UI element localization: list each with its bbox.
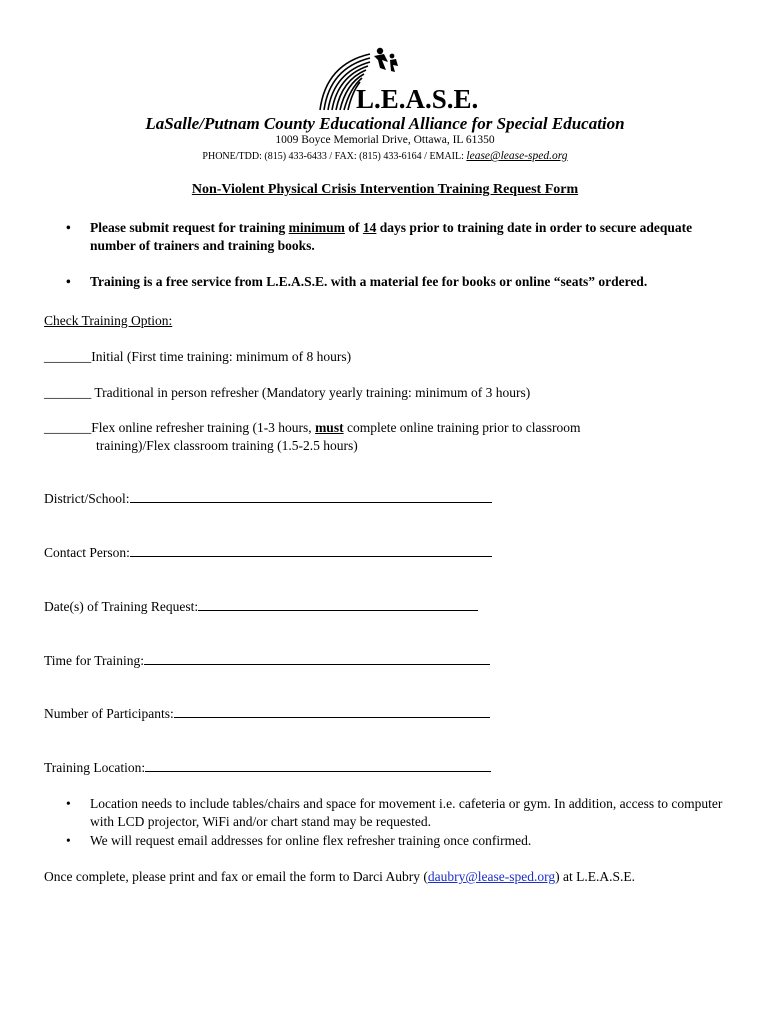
instruction-bullet-2: • Training is a free service from L.E.A.S.E. with a material fee for books or online “seats” ordered. (66, 274, 648, 289)
lease-logo-text: L.E.A.S.E. (356, 84, 479, 114)
bullet-icon: • (66, 796, 71, 811)
district-school-label: District/School: (44, 491, 130, 506)
location-note: • Location needs to include tables/chairs and space for movement i.e. cafeteria or gym. In addition, access to computer with LCD projector, WiFi and/or chart stand may be requested. (66, 796, 723, 829)
district-school-input-line[interactable] (130, 490, 492, 503)
contact-person-label: Contact Person: (44, 545, 130, 560)
contact-info (0, 150, 770, 162)
training-location-field[interactable] (44, 759, 491, 777)
option-initial[interactable]: _______Initial (First time training: minimum of 8 hours) (44, 349, 352, 364)
participants-label: Number of Participants: (44, 706, 174, 721)
bullet-icon: • (66, 833, 71, 848)
option-flex-blank[interactable]: _______ (44, 420, 92, 435)
organization-name: LaSalle/Putnam County Educational Alliance for Special Education (145, 114, 625, 133)
instruction-bullet-1: • Please submit request for training minimum of 14 days prior to training date in order to secure adequate number of trainers and training books. (66, 220, 693, 253)
training-dates-label: Date(s) of Training Request: (44, 599, 199, 614)
training-location-input-line[interactable] (145, 759, 491, 772)
training-time-input-line[interactable] (144, 652, 490, 665)
option-traditional[interactable]: _______ Traditional in person refresher (Mandatory yearly training: minimum of 3 hours) (44, 385, 531, 400)
training-location-label: Training Location: (44, 760, 146, 775)
darci-aubry-email-link[interactable]: daubry@lease-sped.org (427, 869, 556, 884)
option-flex[interactable]: _______Flex online refresher training (1-3 hours, must complete online training prior to classroom training)/Flex classroom training (1.5-2.5 hours) (44, 420, 581, 453)
bullet-icon: • (66, 220, 71, 235)
training-dates-field[interactable] (44, 598, 478, 616)
organization-address: 1009 Boyce Memorial Drive, Ottawa, IL 61350 (275, 134, 495, 146)
participants-field[interactable] (44, 705, 490, 723)
form-title: Non-Violent Physical Crisis Intervention Training Request Form (191, 182, 579, 197)
district-school-field[interactable] (44, 490, 492, 508)
phone-fax-text: PHONE/TDD: (815) 433-6433 / FAX: (815) 433-6164 / EMAIL: (202, 151, 464, 162)
contact-person-field[interactable] (44, 544, 492, 562)
option-traditional-blank[interactable]: _______ (44, 385, 92, 400)
option-initial-blank[interactable]: _______ (44, 349, 92, 364)
training-time-label: Time for Training: (44, 653, 145, 668)
submission-instructions: Once complete, please print and fax or email the form to Darci Aubry (daubry@lease-sped.org) at L.E.A.S.E. (44, 869, 636, 884)
participants-input-line[interactable] (174, 705, 490, 718)
lease-logo-graphic (312, 44, 479, 114)
header-email-link[interactable]: lease@lease-sped.org (466, 150, 568, 162)
email-note: • We will request email addresses for online flex refresher training once confirmed. (66, 833, 532, 848)
bullet-icon: • (66, 274, 71, 289)
training-time-field[interactable] (44, 652, 490, 670)
training-dates-input-line[interactable] (198, 598, 478, 611)
check-training-option-heading: Check Training Option: (44, 313, 173, 328)
contact-person-input-line[interactable] (130, 544, 492, 557)
lease-logo (312, 44, 479, 114)
